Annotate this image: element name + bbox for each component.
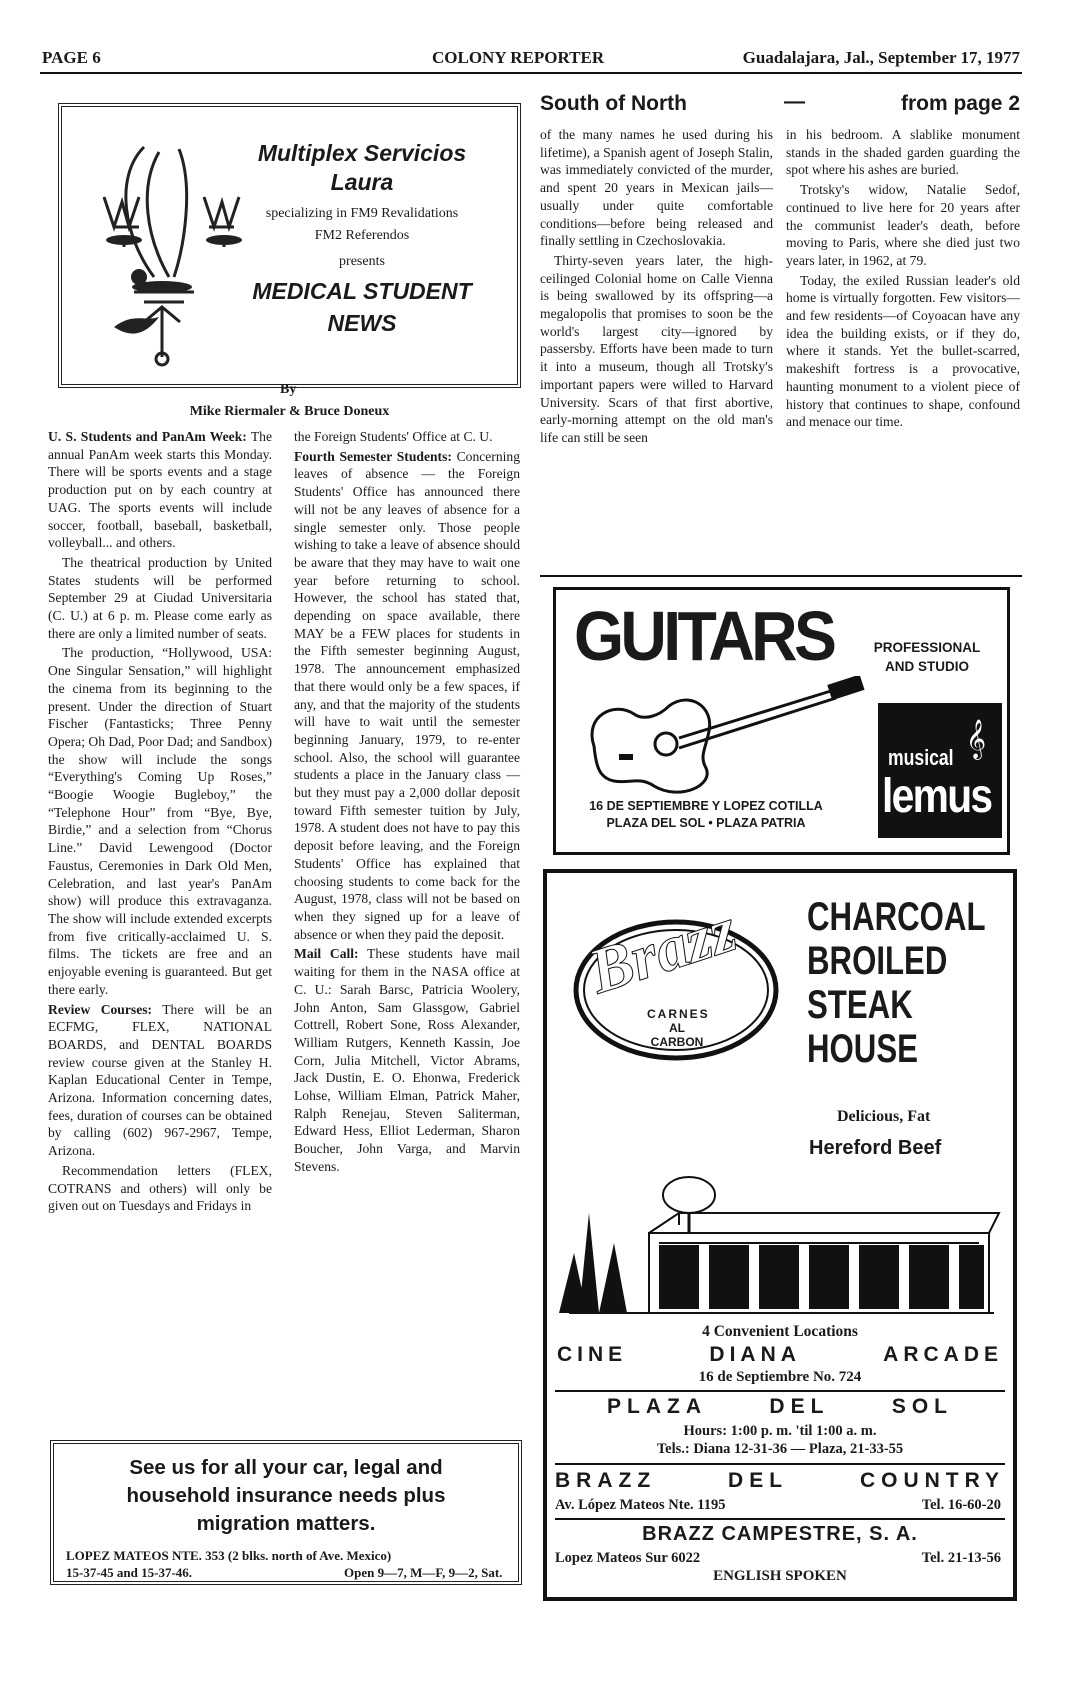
loc-rule-2 <box>555 1463 1005 1465</box>
paragraph <box>48 1001 272 1160</box>
paragraph <box>294 945 520 1175</box>
coat-of-arms-icon <box>84 127 254 367</box>
paragraph-lead: Fourth Semester Students: <box>294 448 452 464</box>
brazz-tels: Tels.: Diana 12-31-36 — Plaza, 21-33-55 <box>656 1441 904 1457</box>
english-spoken: ENGLISH SPOKEN <box>713 1568 847 1584</box>
loc4-tel: Tel. 21-13-56 <box>921 1550 1001 1566</box>
insurance-line-3: migration matters. <box>196 1512 376 1535</box>
paper-name: COLONY REPORTER <box>432 48 605 67</box>
paragraph: Today, the exiled Russian leader's old home is virtually forgotten. Few visitors—and few residents—of Coyoacan have any idea the building exists, or if they do, where it stands. Yet the bullet-scarred, makeshift fortress is a provocative, haunting monument to a violent piece of history that continues to shape, confound and menace our time. <box>786 272 1020 430</box>
multiplex-referendos: FM2 Referendos <box>314 228 410 243</box>
brazz-sub-2: Hereford Beef <box>809 1137 942 1159</box>
paragraph <box>48 428 272 552</box>
insurance-line-1: See us for all your car, legal and <box>129 1456 443 1479</box>
feature-title-1: MEDICAL STUDENT <box>252 278 472 304</box>
story-title: South of North <box>540 92 687 115</box>
guitars-ad <box>553 587 1010 855</box>
paragraph <box>48 554 272 643</box>
dateline: Guadalajara, Jal., September 17, 1977 <box>742 48 1020 67</box>
multiplex-specializing: specializing in FM9 Revalidations <box>265 206 459 221</box>
loc4-address: Lopez Mateos Sur 6022 <box>555 1550 701 1566</box>
guitars-address-2: PLAZA DEL SOL • PLAZA PATRIA <box>606 816 806 830</box>
page-number: PAGE 6 <box>42 48 101 67</box>
insurance-line-2: household insurance needs plus <box>126 1484 446 1507</box>
paragraph-text: The annual PanAm week starts this Monday. There will be sports events and a stage production put on by each country at UAG. The sports events will include soccer, football, baseball, basketball, volleyball... and others. <box>48 429 272 551</box>
paragraph-text: There will be an ECFMG, FLEX, NATIONAL BOARDS, and DENTAL BOARDS review course given at the Stanley H. Kaplan Educational Center in Tempe, Arizona. Information concerning dates, fees, duration of courses can be obtained by calling (602) 967-2967, Tempe, Arizona. <box>48 1001 272 1159</box>
loc-rule-3 <box>555 1518 1005 1520</box>
insurance-hours: Open 9—7, M—F, 9—2, Sat. <box>344 1565 503 1580</box>
paragraph-text: The theatrical production by United States students will be performed September 29 at Ciudad Universitaria (C. U.) at 6 p. m. Please come early as there are only a limited number of seats. <box>48 554 272 641</box>
paragraph-text: Recommendation letters (FLEX, COTRANS and others) will only be given out on Tuesdays and Fridays in <box>48 1162 272 1214</box>
brazz-headline-4: HOUSE <box>807 1027 918 1071</box>
byline-by: By <box>280 382 297 397</box>
brazz-logo-text: Brazz <box>580 893 745 1008</box>
locations-title: 4 Convenient Locations <box>702 1323 858 1340</box>
treble-clef-icon: 𝄞 <box>966 721 987 758</box>
guitars-tagline-2: AND STUDIO <box>885 659 969 674</box>
insurance-ad <box>50 1440 522 1585</box>
paragraph <box>48 644 272 998</box>
loc3-word-3: COUNTRY <box>859 1469 1005 1492</box>
paragraph-text: These students have mail waiting for them in the NASA office at C. U.: Sarah Barsc, Patricia Woolery, John Anton, Sam Glassgow, Gabriel Cottrell, Robert Sone, Ross Alexander, William Rutgers, Kenneth Kassin, Joe Corn, Julia Mitchell, Victor Abrams, Jack Dustin, E. O. Ehonwa, Frederick Lohse, William Elman, Patrick Maher, Ralph Renejau, Steven Saliterman, Edward Hess, Elliot Lederman, Sharon Boucher, John Varga, and Marvin Stevens. <box>294 946 521 1174</box>
story-dash: — <box>784 90 805 113</box>
brazz-sub-1: Delicious, Fat <box>837 1108 931 1125</box>
loc1-address: 16 de Septiembre No. 724 <box>698 1369 862 1385</box>
brazz-headline-1: CHARCOAL <box>807 895 986 939</box>
story-column-1 <box>540 126 773 449</box>
lemus-logo-main: lemus <box>882 770 992 823</box>
loc1-word-3: ARCADE <box>883 1343 1003 1366</box>
feature-title-2: NEWS <box>327 310 397 336</box>
multiplex-name-1: Multiplex Servicios <box>257 140 467 166</box>
guitar-icon <box>574 676 874 796</box>
brazz-logo-sub-1: CARNES <box>647 1007 710 1021</box>
loc3-word-1: BRAZZ <box>555 1469 657 1492</box>
brazz-hours: Hours: 1:00 p. m. 'til 1:00 a. m. <box>683 1423 877 1439</box>
loc2-word-2: DEL <box>769 1395 830 1418</box>
medical-news-column-2 <box>294 428 520 1178</box>
brazz-ad <box>543 869 1017 1601</box>
brazz-headline-3: STEAK <box>807 983 913 1027</box>
paragraph: of the many names he used during his lifetime), a Spanish agent of Joseph Stalin, was immediately convicted of the murder, and spent 20 years in Mexican jails—usually under quite comfortable conditions—before being released and finally settling in Czechoslovakia. <box>540 127 773 249</box>
paragraph <box>294 448 520 944</box>
loc3-word-2: DEL <box>728 1469 789 1492</box>
loc3-address: Av. López Mateos Nte. 1195 <box>555 1497 726 1513</box>
lemus-logo-top: musical <box>888 745 954 770</box>
paragraph-text: the Foreign Students' Office at C. U. <box>294 429 493 444</box>
multiplex-name-2: Laura <box>330 169 394 195</box>
loc2-word-1: PLAZA <box>607 1395 707 1418</box>
multiplex-ad <box>58 103 521 388</box>
restaurant-building-illustration <box>559 1173 1004 1323</box>
paragraph-lead: Review Courses: <box>48 1001 153 1017</box>
paragraph: Trotsky's widow, Natalie Sedof, continued to live here for 20 years after the communist leader's death, before moving to Paris, where she died just two years later, in 1962, at 79. <box>786 182 1020 268</box>
paragraph-text: Concerning leaves of absence — the Foreign Students' Office has announced there will not be any leaves of absence for a single semester only. Those people wishing to take a leave of absence should be aware that they may have to wait one year before returning to school. However, the school has stated that, depending on space available, there MAY be a FEW places for students in the Fifth semester beginning August, 1978. The announcement emphasized that there would only be a few spaces, if any, and that the majority of the students will have to wait until the semester beginning January, 1979, to re-enter school. Also, the school will guarantee students a place in the January class — but they must pay a 2,000 dollar deposit toward Fifth semester tuition by July, 1978. A student does not have to pay this deposit before leaving, and the Foreign Students' Office has explained that choosing students to come back for the August, 1978, class will not be based on when they signed up for a leave of absence or when they paid the deposit. <box>294 448 520 942</box>
loc1-word-2: DIANA <box>709 1343 801 1366</box>
story-continued: from page 2 <box>900 92 1020 115</box>
story-rule <box>540 575 1022 577</box>
guitars-address-1: 16 DE SEPTIEMBRE Y LOPEZ COTILLA <box>589 799 823 813</box>
header-rule <box>40 72 1022 74</box>
brazz-logo-sub-2: AL CARBON <box>650 1021 704 1049</box>
paragraph-lead: Mail Call: <box>294 946 359 962</box>
medical-news-column-1 <box>48 428 272 1217</box>
brazz-headline-2: BROILED <box>807 939 948 983</box>
loc-rule-1 <box>555 1390 1005 1392</box>
guitars-tagline-1: PROFESSIONAL <box>873 640 981 655</box>
loc1-word-1: CINE <box>557 1343 628 1366</box>
loc4-name: BRAZZ CAMPESTRE, S. A. <box>642 1523 918 1545</box>
paragraph-lead: U. S. Students and PanAm Week: <box>48 429 247 444</box>
paragraph-text: The production, “Hollywood, USA: One Singular Sensation,” will highlight the cinema from its beginning to the present. Under the direction of Stuart Fischer (Fantasticks; Three Penny Opera; Oh Dad, Poor Dad; and Sandbox) the show will include the songs “Everything's Coming Up Roses,” “Boogie Woogie Bugleboy,” the “Telephone Hour” from “Bye, Bye, Birdie,” and a selection from “Chorus Line.” David Lewengood (Doctor Faustus, Ceremonies in Dark Old Men, Celebration, and last year's PanAm show) will produce this extravaganza. The show will include extended excerpts from five critically-acclaimed U. S. films. The tickets are free and an enjoyable evening is guaranteed. But get there early. <box>48 645 272 997</box>
multiplex-presents: presents <box>339 254 385 269</box>
story-column-2 <box>786 126 1020 433</box>
lemus-logo <box>878 703 1002 838</box>
insurance-phones: 15-37-45 and 15-37-46. <box>66 1565 193 1580</box>
guitars-headline: GUITARS <box>574 597 834 675</box>
paragraph: Thirty-seven years later, the high-ceilinged Colonial home on Calle Vienna is being swallowed by its offspring—a megalopolis that promises to soon be the world's largest city—ignored by passersby. Efforts have been made to turn it into a museum, though all Trotsky's important papers were willed to Harvard University. Scars of that first abortive, early-morning attempt on the old man's life can still be seen <box>540 252 773 445</box>
loc2-word-3: SOL <box>891 1395 953 1418</box>
paragraph <box>294 428 520 446</box>
loc3-tel: Tel. 16-60-20 <box>921 1497 1001 1513</box>
byline-authors: Mike Riermaler & Bruce Doneux <box>189 404 390 419</box>
insurance-address: LOPEZ MATEOS NTE. 353 (2 blks. north of Ave. Mexico) <box>66 1548 392 1563</box>
paragraph <box>48 1162 272 1215</box>
paragraph: in his bedroom. A slablike monument stands in the shaded garden guarding the spot where his ashes are buried. <box>786 127 1020 178</box>
